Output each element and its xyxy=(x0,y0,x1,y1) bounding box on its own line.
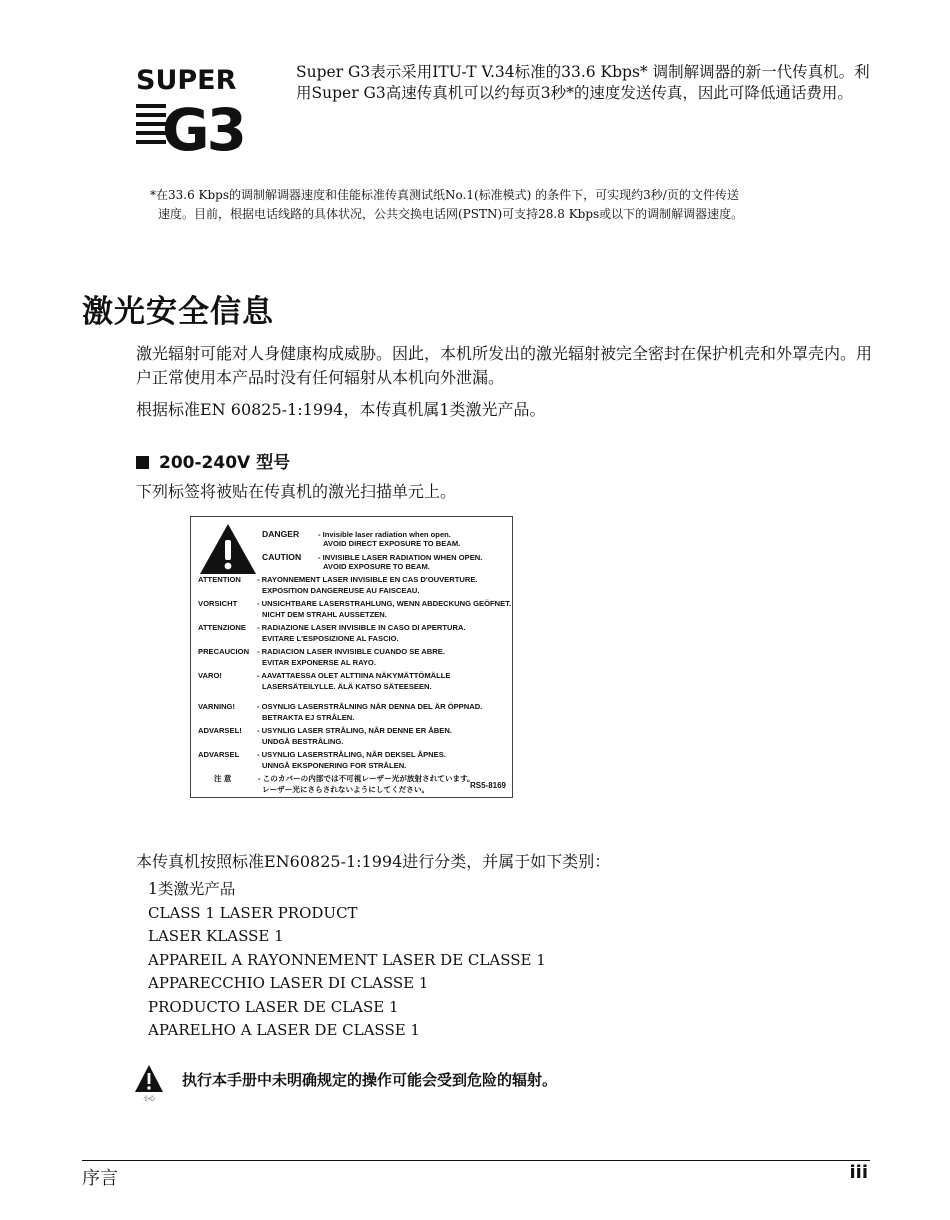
intro-paragraph: Super G3表示采用ITU-T V.34标准的33.6 Kbps* 调制解调器的新一代传真机。利用Super G3高速传真机可以约每页3秒*的速度发送传真，因此可降低通话费用。 xyxy=(296,63,870,102)
label-caution-text-2: AVOID EXPOSURE TO BEAM. xyxy=(323,562,430,571)
label-danger-text: - Invisible laser radiation when open. xyxy=(318,530,451,539)
label-row-key: VORSICHT xyxy=(198,599,238,608)
label-row xyxy=(198,702,482,712)
label-row-text-2: NICHT DEM STRAHL AUSSETZEN. xyxy=(262,610,387,619)
label-row-text-2: UNNGÅ EKSPONERING FOR STRÅLEN. xyxy=(262,761,407,770)
label-row-key: ATTENZIONE xyxy=(198,623,246,632)
logo-super-text: SUPER xyxy=(136,65,237,96)
bullet-square-icon xyxy=(136,456,149,469)
label-row-text: - RADIACION LASER INVISIBLE CUANDO SE ABRE. xyxy=(257,647,445,656)
label-row-text-2: EVITAR EXPONERSE AL RAYO. xyxy=(262,658,376,667)
label-row-text: - AAVATTAESSA OLET ALTTIINA NÄKYMÄTTÖMÄLLE xyxy=(257,671,451,680)
label-row xyxy=(198,647,445,657)
label-row xyxy=(198,750,446,760)
section-title: 激光安全信息 xyxy=(82,294,274,330)
subsection-title: 200-240V 型号 xyxy=(159,453,291,473)
class-item: PRODUCTO LASER DE CLASE 1 xyxy=(148,997,399,1016)
label-row-text-2: レーザー光にさらされないようにしてください。 xyxy=(262,785,430,794)
caution-text: 执行本手册中未明确规定的操作可能会受到危险的辐射。 xyxy=(182,1071,558,1089)
caution-warning-icon xyxy=(134,1064,164,1102)
label-row-key: 注 意 xyxy=(214,774,232,783)
label-caution-key: CAUTION xyxy=(262,552,302,562)
label-row-key: PRECAUCION xyxy=(198,647,250,656)
label-row-text-2: EVITARE L'ESPOSIZIONE AL FASCIO. xyxy=(262,634,399,643)
class-item: LASER KLASSE 1 xyxy=(148,927,284,945)
footer-rule xyxy=(82,1160,870,1161)
class-item: APARELHO A LASER DE CLASSE 1 xyxy=(148,1021,420,1039)
footnote-line-2: 速度。目前，根据电话线路的具体状况，公共交换电话网(PSTN)可支持28.8 Kbps或以下的调制解调器速度。 xyxy=(158,207,744,221)
laser-warning-label xyxy=(190,516,513,798)
class-item: CLASS 1 LASER PRODUCT xyxy=(148,903,358,922)
logo-g3-text: G3 xyxy=(162,96,244,152)
label-row-text-2: UNDGÅ BESTRÅLING. xyxy=(262,737,344,746)
label-row xyxy=(198,726,452,736)
label-row xyxy=(198,623,466,633)
footnote xyxy=(150,186,890,224)
label-row xyxy=(198,599,511,609)
caution-icon-label: 小心 xyxy=(142,1095,156,1102)
label-row-key: ATTENTION xyxy=(198,575,241,584)
warning-triangle-icon xyxy=(199,523,257,575)
label-row-text: - UNSICHTBARE LASERSTRAHLUNG, WENN ABDECKUNG GEÖFNET. xyxy=(257,599,512,608)
label-intro-paragraph: 下列标签将被贴在传真机的激光扫描单元上。 xyxy=(136,482,457,501)
classification-paragraph: 本传真机按照标准EN60825-1:1994进行分类，并属于如下类别： xyxy=(136,852,611,871)
super-g3-logo xyxy=(136,64,276,152)
label-row-text-2: EXPOSITION DANGEREUSE AU FAISCEAU. xyxy=(262,586,420,595)
class-item: APPARECCHIO LASER DI CLASSE 1 xyxy=(148,974,429,992)
label-row xyxy=(198,774,475,784)
subsection-heading xyxy=(136,448,290,473)
label-row xyxy=(198,671,450,681)
label-row-text: - このカバーの内部では不可視レーザー光が放射されています。 xyxy=(258,774,475,783)
label-row-text-2: LASERSÄTEILYLLE. ÄLÄ KATSO SÄTEESEEN. xyxy=(262,682,432,691)
label-row-key: ADVARSEL xyxy=(198,750,240,759)
footer-section-name: 序言 xyxy=(82,1168,118,1189)
laser-paragraph-1: 激光辐射可能对人身健康构成威胁。因此，本机所发出的激光辐射被完全密封在保护机壳和外罩壳内。用户正常使用本产品时没有任何辐射从本机向外泄漏。 xyxy=(136,344,873,387)
footnote-line-1: *在33.6 Kbps的调制解调器速度和佳能标准传真测试纸No.1(标准模式) 的条件下，可实现约3秒/页的文件传送 xyxy=(150,188,739,202)
label-danger-key: DANGER xyxy=(262,529,300,539)
label-row-text: - USYNLIG LASERSTRÅLING, NÅR DEKSEL ÅPNES. xyxy=(257,750,446,759)
label-danger-text-2: AVOID DIRECT EXPOSURE TO BEAM. xyxy=(323,539,461,548)
label-caution-text: - INVISIBLE LASER RADIATION WHEN OPEN. xyxy=(318,553,483,562)
class-list xyxy=(148,878,546,1043)
page-number: iii xyxy=(849,1162,868,1183)
class-item: 1类激光产品 xyxy=(148,880,236,898)
label-row-text: - USYNLIG LASER STRÅLING, NÅR DENNE ER ÅBEN. xyxy=(257,726,452,735)
class-item: APPAREIL A RAYONNEMENT LASER DE CLASSE 1 xyxy=(148,950,546,969)
label-row xyxy=(198,575,478,585)
label-row-key: VARO! xyxy=(198,671,222,680)
label-code: RS5-8169 xyxy=(469,781,506,790)
label-row-key: VARNING! xyxy=(198,702,235,711)
label-row-text: - RAYONNEMENT LASER INVISIBLE EN CAS D'OUVERTURE. xyxy=(257,575,478,584)
label-row-text: - OSYNLIG LASERSTRÅLNING NÄR DENNA DEL ÄR ÖPPNAD. xyxy=(257,702,483,711)
laser-paragraph-2: 根据标准EN 60825-1:1994，本传真机属1类激光产品。 xyxy=(136,400,546,419)
label-row-text-2: BETRAKTA EJ STRÅLEN. xyxy=(262,713,355,722)
label-row-key: ADVARSEL! xyxy=(198,726,242,735)
label-row-text: - RADIAZIONE LASER INVISIBLE IN CASO DI APERTURA. xyxy=(257,623,466,632)
